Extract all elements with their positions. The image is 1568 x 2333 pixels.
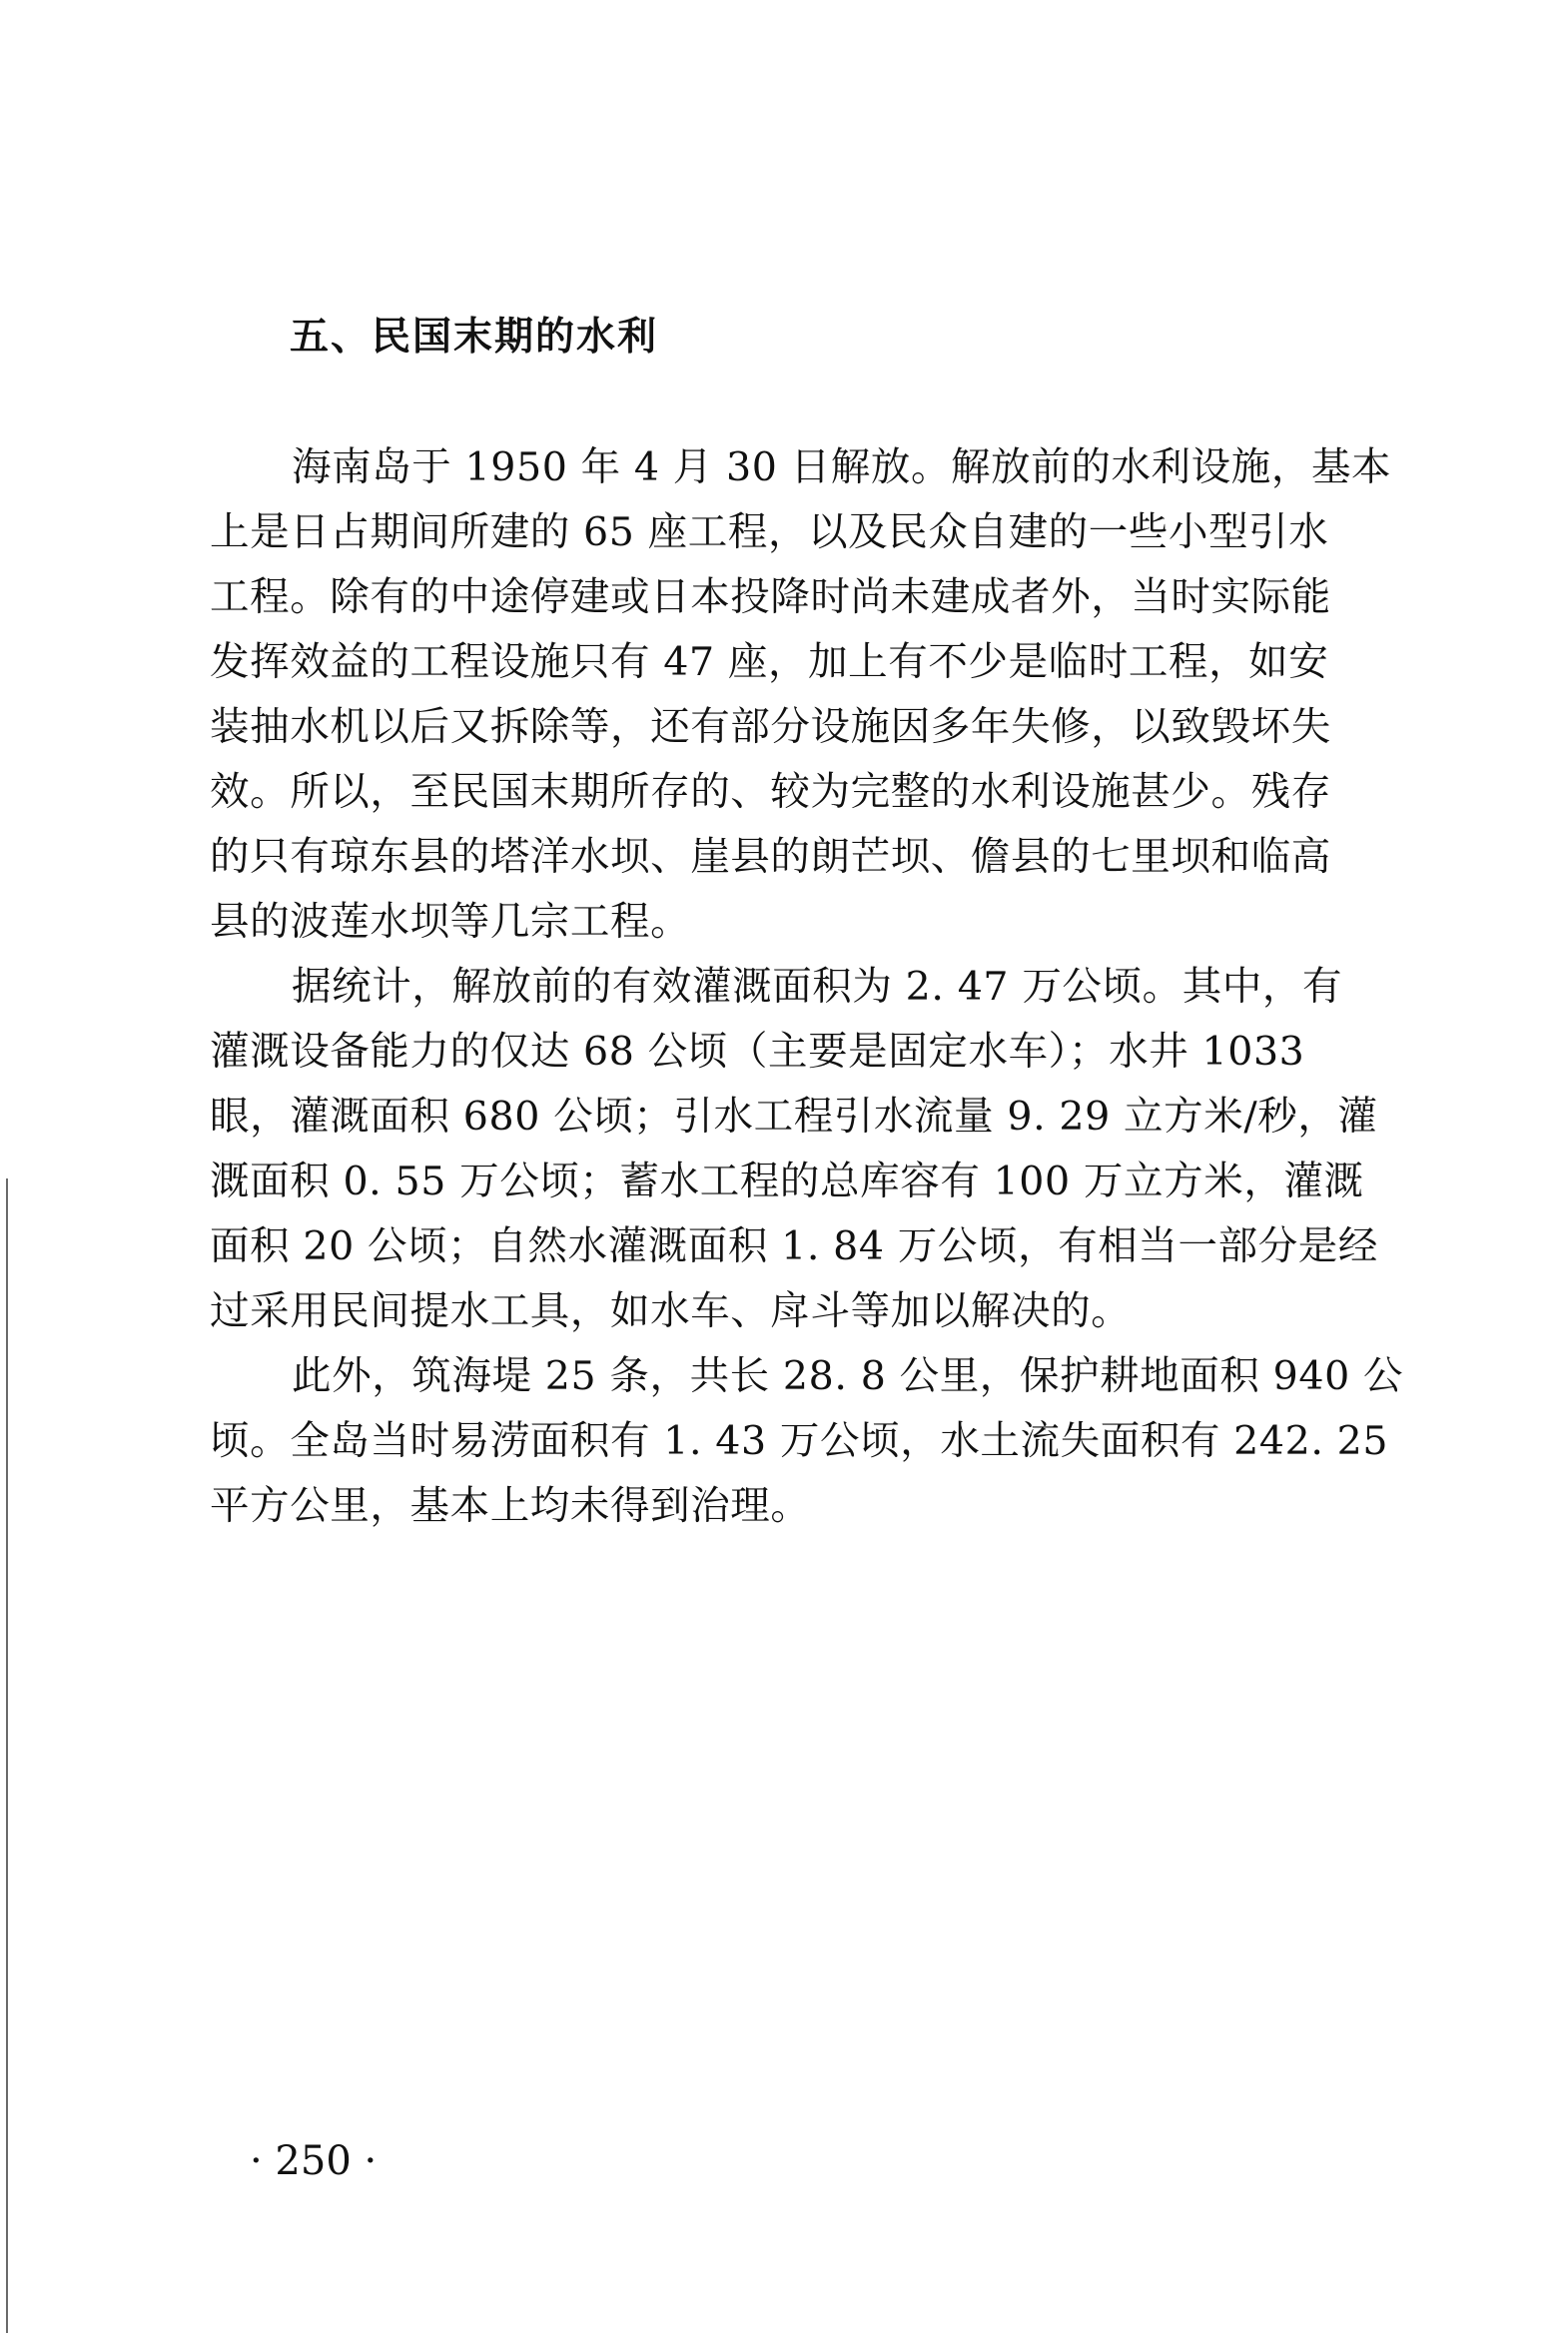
paragraph-line: 工程。除有的中途停建或日本投降时尚未建成者外，当时实际能 [210, 574, 1331, 620]
paragraph-line: 平方公里，基本上均未得到治理。 [210, 1483, 811, 1529]
paragraph-line: 面积 20 公顷；自然水灌溉面积 1. 84 万公顷，有相当一部分是经 [210, 1223, 1378, 1269]
paragraph-2 [210, 955, 1438, 1344]
paragraph-line: 过采用民间提水工具，如水车、戽斗等加以解决的。 [210, 1288, 1132, 1334]
paragraph-line: 灌溉设备能力的仅达 68 公顷（主要是固定水车）；水井 1033 [210, 1029, 1305, 1075]
paragraph-line: 眼，灌溉面积 680 公顷；引水工程引水流量 9. 29 立方米/秒，灌 [210, 1094, 1378, 1140]
paragraph-line: 的只有琼东县的塔洋水坝、崖县的朗芒坝、儋县的七里坝和临高 [210, 834, 1331, 880]
paragraph-line: 此外，筑海堤 25 条，共长 28. 8 公里，保护耕地面积 940 公 [292, 1353, 1404, 1399]
paragraph-3 [210, 1344, 1438, 1539]
paragraph-line: 上是日占期间所建的 65 座工程，以及民众自建的一些小型引水 [210, 509, 1329, 555]
paragraph-line: 据统计，解放前的有效灌溉面积为 2. 47 万公顷。其中，有 [292, 964, 1343, 1010]
page-number: · 250 · [250, 2138, 378, 2184]
scan-edge-line [6, 1178, 8, 2333]
paragraph-line: 发挥效益的工程设施只有 47 座，加上有不少是临时工程，如安 [210, 639, 1329, 685]
paragraph-line: 效。所以，至民国末期所存的、较为完整的水利设施甚少。残存 [210, 769, 1331, 815]
paragraph-line: 顷。全岛当时易涝面积有 1. 43 万公顷，水土流失面积有 242. 25 [210, 1418, 1389, 1464]
paragraph-line: 溉面积 0. 55 万公顷；蓄水工程的总库容有 100 万立方米，灌溉 [210, 1159, 1364, 1204]
body-text [210, 435, 1438, 1539]
paragraph-1 [210, 435, 1438, 955]
paragraph-line: 海南岛于 1950 年 4 月 30 日解放。解放前的水利设施，基本 [292, 444, 1392, 490]
paragraph-line: 装抽水机以后又拆除等，还有部分设施因多年失修，以致毁坏失 [210, 704, 1331, 750]
paragraph-line: 县的波莲水坝等几宗工程。 [210, 899, 691, 945]
section-heading: 五、民国末期的水利 [290, 315, 659, 360]
